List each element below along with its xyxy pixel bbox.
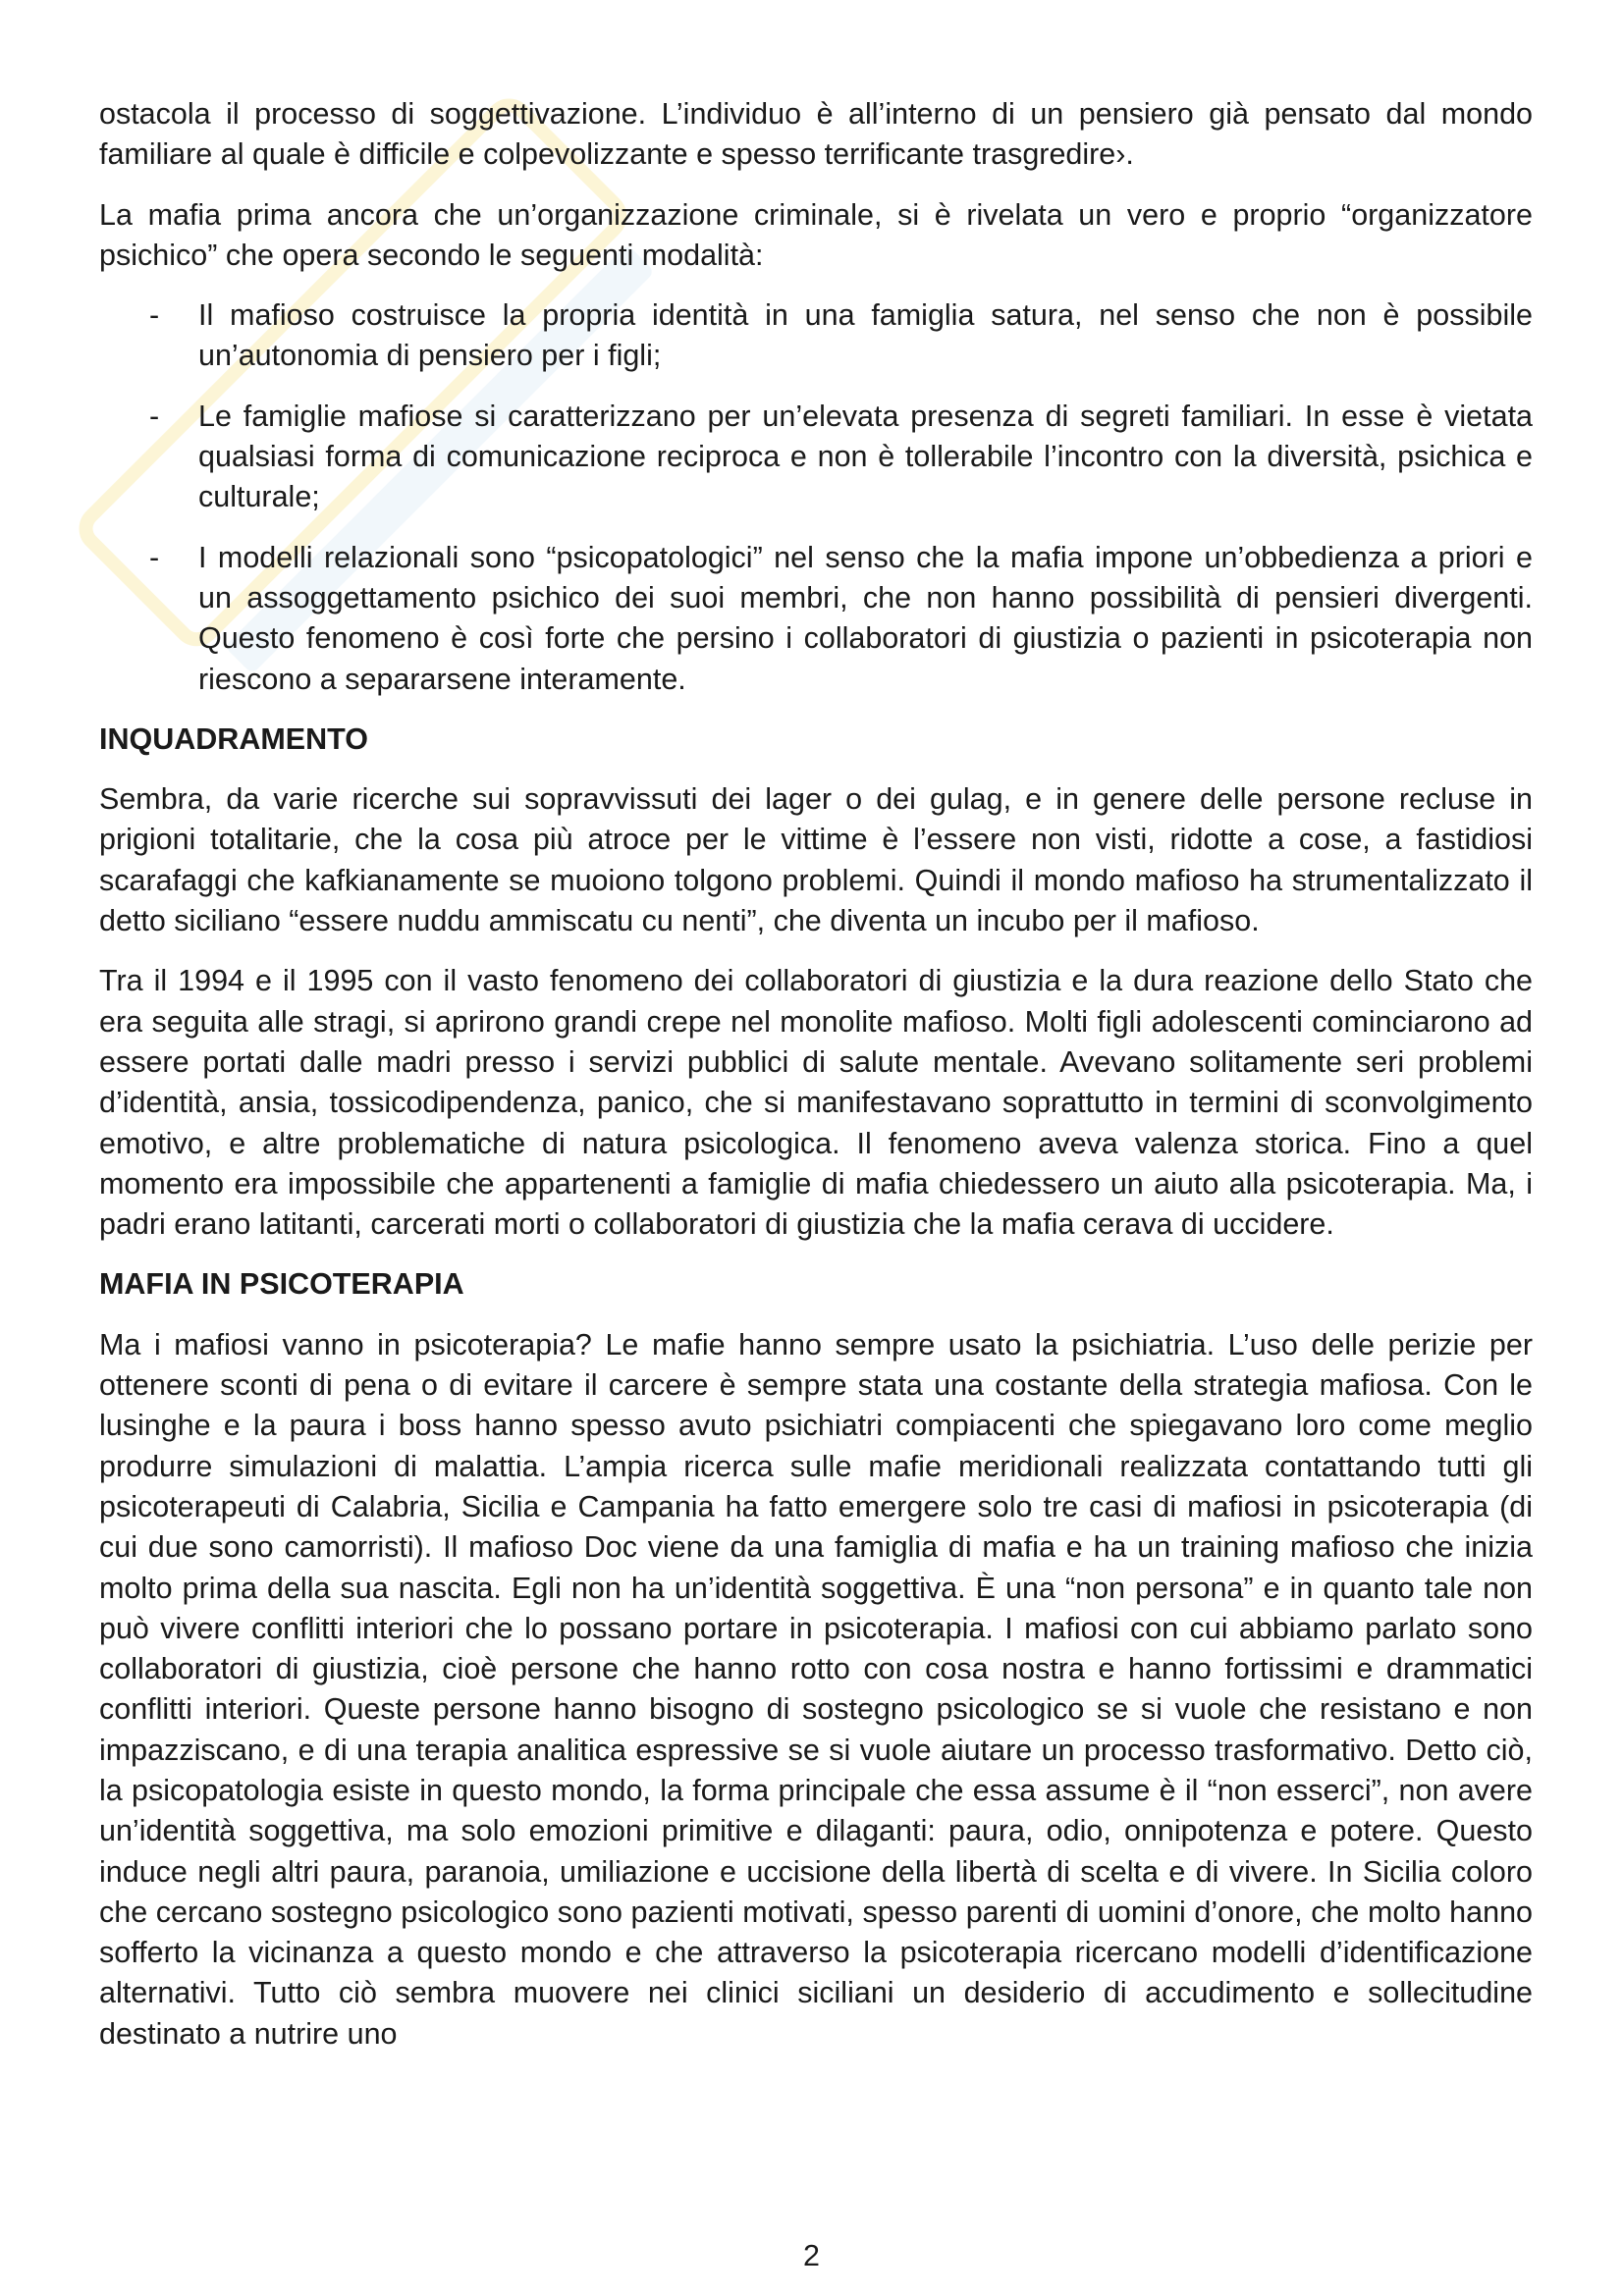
bullet-list — [99, 295, 1533, 700]
section-heading-mafia-in-psicoterapia: MAFIA IN PSICOTERAPIA — [99, 1267, 464, 1302]
bullet-dash: - — [149, 540, 160, 574]
paragraph-continuation: ostacola il processo di soggettivazione. L’individuo è all’interno di un pensiero già pensato dal mondo familiare al quale è difficile e colpevolizzante e spesso terrificante trasgredire›. — [99, 97, 1533, 172]
list-item — [99, 397, 1533, 518]
paragraph-lager-gulag: Sembra, da varie ricerche sui sopravvissuti dei lager o dei gulag, e in genere delle persone recluse in prigioni totalitarie, che la cosa più atroce per le vittime è l’essere non visti, ridotte a cose, a fastidiosi scarafaggi che kafkianamente se muoiono tolgono problemi. Quindi il mondo mafioso ha strumentalizzato il detto siciliano “essere nuddu ammiscatu cu nenti”, che diventa un incubo per il mafioso. — [99, 782, 1533, 938]
section-heading-inquadramento: INQUADRAMENTO — [99, 721, 368, 756]
bullet-dash: - — [149, 298, 160, 333]
paragraph-organizzatore-psichico: La mafia prima ancora che un’organizzazione criminale, si è rivelata un vero e proprio “organizzatore psichico” che opera secondo le seguenti modalità: — [99, 197, 1533, 272]
paragraph-mafiosi-in-psicoterapia: Ma i mafiosi vanno in psicoterapia? Le mafie hanno sempre usato la psichiatria. L’uso delle perizie per ottenere sconti di pena o di evitare il carcere è sempre stata una costante della strategia mafiosa. Con le lusinghe e la paura i boss hanno spesso avuto psichiatri compiacenti che spiegavano loro come meglio produrre simulazioni di malattia. L’ampia ricerca sulle mafie meridionali realizzata contattando tutti gli psicoterapeuti di Calabria, Sicilia e Campania ha fatto emergere solo tre casi di mafiosi in psicoterapia (di cui due sono camorristi). Il mafioso Doc viene da una famiglia di mafia e ha un training mafioso che inizia molto prima della sua nascita. Egli non ha un’identità soggettiva. È una “non persona” e in quanto tale non può vivere conflitti interiori che lo possano portare in psicoterapia. I mafiosi con cui abbiamo parlato sono collaboratori di giustizia, cioè persone che hanno rotto con cosa nostra e hanno fortissimi e drammatici conflitti interiori. Queste persone hanno bisogno di sostegno psicologico se si vuole che resistano e non impazziscano, e di una terapia analitica espressive se si vuole aiutare un processo trasformativo. Detto ciò, la psicopatologia esiste in questo mondo, la forma principale che essa assume è il “non esserci”, non avere un’identità soggettiva, ma solo emozioni primitive e dilaganti: paura, odio, onnipotenza e potere. Questo induce negli altri paura, paranoia, umiliazione e uccisione della libertà di scelta e di vivere. In Sicilia coloro che cercano sostegno psicologico sono pazienti motivati, spesso parenti di uomini d’onore, che molto hanno sofferto la vicinanza a questo mondo e che attraverso la psicoterapia ricercano modelli d’identificazione alternativi. Tutto ciò sembra muovere nei clinici siciliani un desiderio di accudimento e sollecitudine destinato a nutrire uno — [99, 1327, 1533, 2051]
bullet-dash: - — [149, 399, 160, 433]
list-item-text: Le famiglie mafiose si caratterizzano per un’elevata presenza di segreti familiari. In esse è vietata qualsiasi forma di comunicazione reciproca e non è tollerabile l’incontro con la diversità, psichica e culturale; — [198, 399, 1533, 514]
document-page — [99, 94, 1533, 2074]
page-number: 2 — [803, 2239, 820, 2272]
list-item-text: I modelli relazionali sono “psicopatologici” nel senso che la mafia impone un’obbedienza a priori e un assoggettamento psichico dei suoi membri, che non hanno possibilità di pensieri divergenti. Questo fenomeno è così forte che persino i collaboratori di giustizia o pazienti in psicoterapia non riescono a separarsene interamente. — [198, 540, 1533, 696]
list-item — [99, 295, 1533, 377]
paragraph-1994-1995: Tra il 1994 e il 1995 con il vasto fenomeno dei collaboratori di giustizia e la dura reazione dello Stato che era seguita alle stragi, si aprirono grandi crepe nel monolite mafioso. Molti figli adolescenti cominciarono ad essere portati dalle madri presso i servizi pubblici di salute mentale. Avevano solitamente seri problemi d’identità, ansia, tossicodipendenza, panico, che si manifestavano soprattutto in termini di sconvolgimento emotivo, e altre problematiche di natura psicologica. Il fenomeno aveva valenza storica. Fino a quel momento era impossibile che appartenenti a famiglie di mafia chiedessero un aiuto alla psicoterapia. Ma, i padri erano latitanti, carcerati morti o collaboratori di giustizia che la mafia cerava di uccidere. — [99, 964, 1533, 1242]
list-item — [99, 538, 1533, 700]
list-item-text: Il mafioso costruisce la propria identità in una famiglia satura, nel senso che non è possibile un’autonomia di pensiero per i figli; — [198, 298, 1533, 373]
